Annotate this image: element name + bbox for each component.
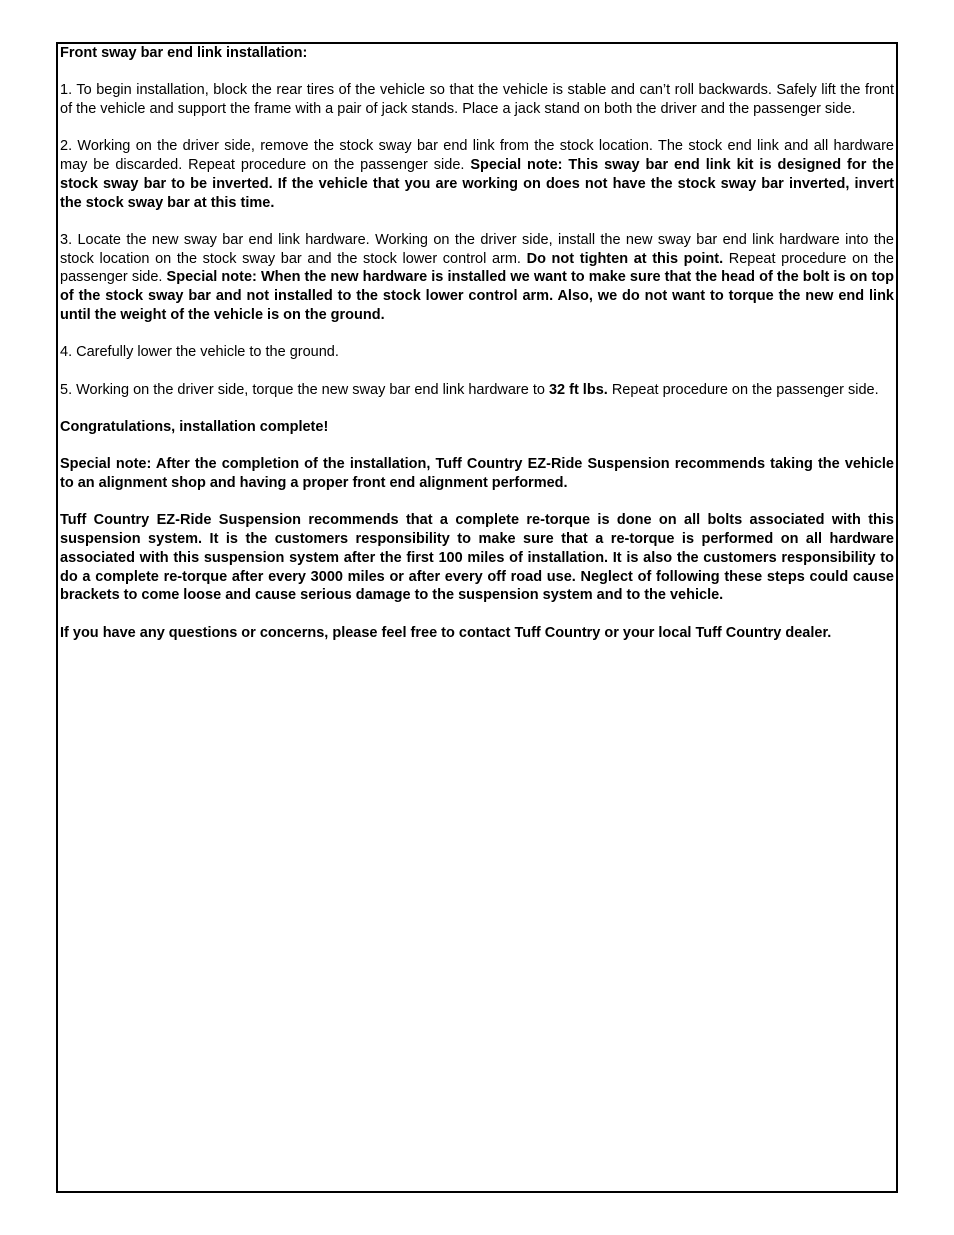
step-5-text-a: 5. Working on the driver side, torque the new sway bar end link hardware to — [60, 381, 549, 398]
step-5-text-b: Repeat procedure on the passenger side. — [607, 381, 879, 398]
step-3-text-b: Repeat procedure on the passenger side. — [60, 250, 894, 286]
step-4-text: 4. Carefully lower the vehicle to the ground. — [60, 344, 339, 361]
step-1-text: 1. To begin installation, block the rear tires of the vehicle so that the vehicle is stable and can’t roll backwards. Safely lift the front of the vehicle and support the frame with a pair of jack stands. Place a jack stand on both the driver and the passenger side. — [60, 82, 894, 118]
instruction-content — [60, 44, 894, 661]
step-3 — [60, 231, 894, 325]
step-1 — [60, 81, 894, 118]
step-5-torque-value: 32 ft lbs. — [548, 381, 608, 398]
step-2-text: 2. Working on the driver side, remove the stock sway bar end link from the stock location. The stock end link and all hardware may be discarded. Repeat procedure on the passenger side. — [60, 138, 894, 174]
contact-note: If you have any questions or concerns, please feel free to contact Tuff Country or your local Tuff Country dealer. — [60, 624, 832, 641]
alignment-note: Special note: After the completion of the installation, Tuff Country EZ-Ride Suspension recommends taking the vehicle to an alignment shop and having a proper front end alignment performed. — [60, 456, 894, 492]
step-3-special-note: Special note: When the new hardware is installed we want to make sure that the head of the bolt is on top of the stock sway bar and not installed to the stock lower control arm. Also, we do not want to torque the new end link until the weight of the vehicle is on the ground. — [60, 269, 894, 323]
section-heading: Front sway bar end link installation: — [60, 45, 308, 61]
step-4 — [60, 343, 894, 362]
instruction-frame — [56, 42, 898, 1193]
step-5 — [60, 381, 894, 400]
step-3-warning: Do not tighten at this point. — [526, 250, 724, 267]
step-2-special-note: Special note: This sway bar end link kit is designed for the stock sway bar to be inverted. If the vehicle that you are working on does not have the stock sway bar inverted, invert the stock sway bar at this time. — [60, 157, 895, 211]
retorque-note: Tuff Country EZ-Ride Suspension recommends that a complete re-torque is done on all bolts associated with this suspension system. It is the customers responsibility to make sure that a re-torque is performed on all hardware associated with this suspension system after the first 100 miles of installation. It is also the customers responsibility to do a complete re-torque after every 3000 miles or after every off road use. Neglect of following these steps could cause brackets to come loose and cause serious damage to the suspension system and to the vehicle. — [60, 512, 894, 604]
congratulations-text: Congratulations, installation complete! — [60, 418, 329, 435]
step-3-text-a: 3. Locate the new sway bar end link hardware. Working on the driver side, install the new sway bar end link hardware into the stock location on the stock sway bar and the stock lower control arm. — [60, 231, 894, 267]
step-2 — [60, 137, 894, 212]
